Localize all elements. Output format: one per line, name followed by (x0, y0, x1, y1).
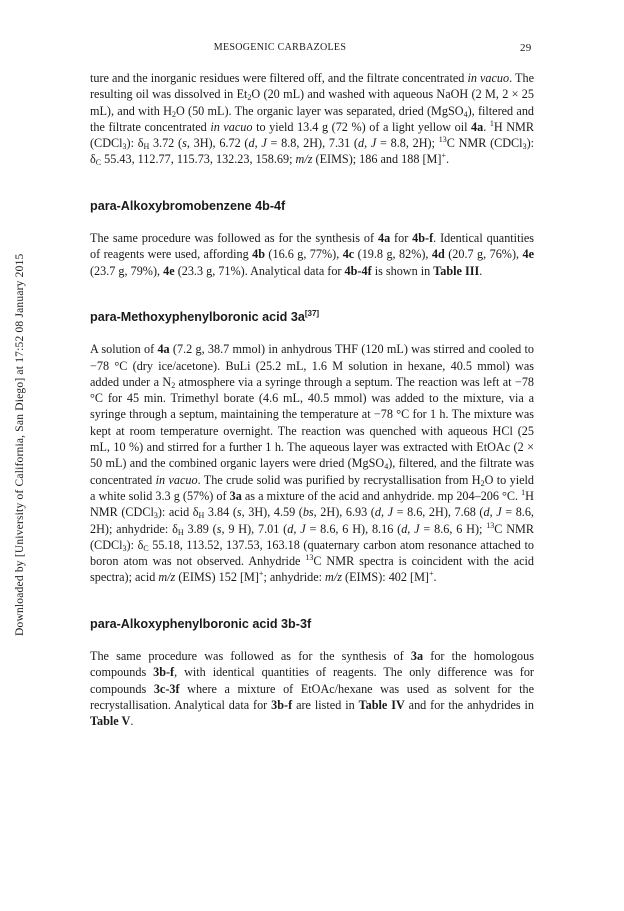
download-watermark: Downloaded by [University of California, San Diego] at 17:52 08 January 2015 (14, 253, 26, 636)
page-number: 29 (520, 42, 532, 54)
intro-paragraph: ture and the inorganic residues were filtered off, and the filtrate concentrated in vacuo. The resulting oil was dissolved in $Et_2O$ (20 mL) and washed with aqueous NaOH (2 M, 2 × 25 mL), and with $H_2O$ (50 mL). The organic layer was separated, dried (MgSO$_4$), filtered and the filtrate concentrated in vacuo to yield 13.4 g (72 %) of a light yellow oil 4a. $^1$H NMR (CDCl$_3$): $\delta_H$ 3.72 (s, 3H), 6.72 (d, J = 8.8, 2H), 7.31 (d, J = 8.8, 2H); $^{13}$C NMR (CDCl$_3$): $\delta_C$ 55.43, 112.77, 115.73, 132.23, 158.69; m/z (EIMS); 186 and 188 [M]+. (90, 71, 535, 168)
section-paragraph-alkoxybromobenzene: The same procedure was followed as for the synthesis of 4a for 4b-f. Identical quantities of reagents were used, affording 4b (16.6 g, 77%), 4c (19.8 g, 82%), 4d (20.7 g, 76%), 4e (23.7 g, 79%), 4e (23.3 g, 71%). Analytical data for 4b-4f is shown in Table III. (90, 231, 534, 278)
section-heading-methoxyphenylboronic: para-Methoxyphenylboronic acid 3a[37] (90, 308, 320, 324)
article-body (90, 70, 534, 730)
section-heading-alkoxyphenylboronic: para-Alkoxyphenylboronic acid 3b-3f (90, 616, 312, 631)
section-paragraph-methoxyphenylboronic: A solution of 4a (7.2 g, 38.7 mmol) in anhydrous THF (120 mL) was stirred and cooled to −78 °C (dry ice/acetone). BuLi (25.2 mL, 1.6 M solution in hexane, 40.5 mmol) was added under a $N_2$ atmosphere via a syringe through a septum. The reaction was left at −78 °C for 45 min. Trimethyl borate (4.6 mL, 40.5 mmol) was added to the mixture, via a syringe through a septum, maintaining the temperature at −78 °C for 1 h. The mixture was kept at room temperature overnight. The reaction was quenched with aqueous HCl (25 mL, 10 %) and stirred for a further 1 h. The aqueous layer was extracted with EtOAc (2 × 50 mL) and the combined organic layers were dried (MgSO$_4$), filtered, and the filtrate was concentrated in vacuo. The crude solid was purified by recrystallisation from $H_2O$ to yield a white solid 3.3 g (57%) of 3a as a mixture of the acid and anhydride. mp 204–206 °C. $^1$H NMR (CDCl$_3$): acid $\delta_H$ 3.84 (s, 3H), 4.59 (bs, 2H), 6.93 (d, J = 8.6, 2H), 7.68 (d, J = 8.6, 2H); anhydride: $\delta_H$ 3.89 (s, 9 H), 7.01 (d, J = 8.6, 6 H), 8.16 (d, J = 8.6, 6 H); $^{13}$C NMR (CDCl$_3$): $\delta_C$ 55.18, 113.52, 137.53, 163.18 (quaternary carbon atom resonance attached to boron atom was not observed. Anhydride $^{13}$C NMR spectra is coincident with the acid spectra); acid m/z (EIMS) 152 [M]+; anhydride: m/z (EIMS): 402 [M]+. (90, 342, 535, 585)
running-head-title: MESOGENIC CARBAZOLES (213, 42, 347, 53)
citation-reference: [37] (304, 308, 320, 318)
section-paragraph-alkoxyphenylboronic: The same procedure was followed as for the synthesis of 3a for the homologous compounds 3b-f, with identical quantities of reagents. The only difference was for compounds 3c-3f where a mixture of EtOAc/hexane was used as solvent for the recrystallisation. Analytical data for 3b-f are listed in Table IV and for the anhydrides in Table V. (90, 649, 534, 729)
section-heading-alkoxybromobenzene: para-Alkoxybromobenzene 4b-4f (90, 198, 286, 213)
